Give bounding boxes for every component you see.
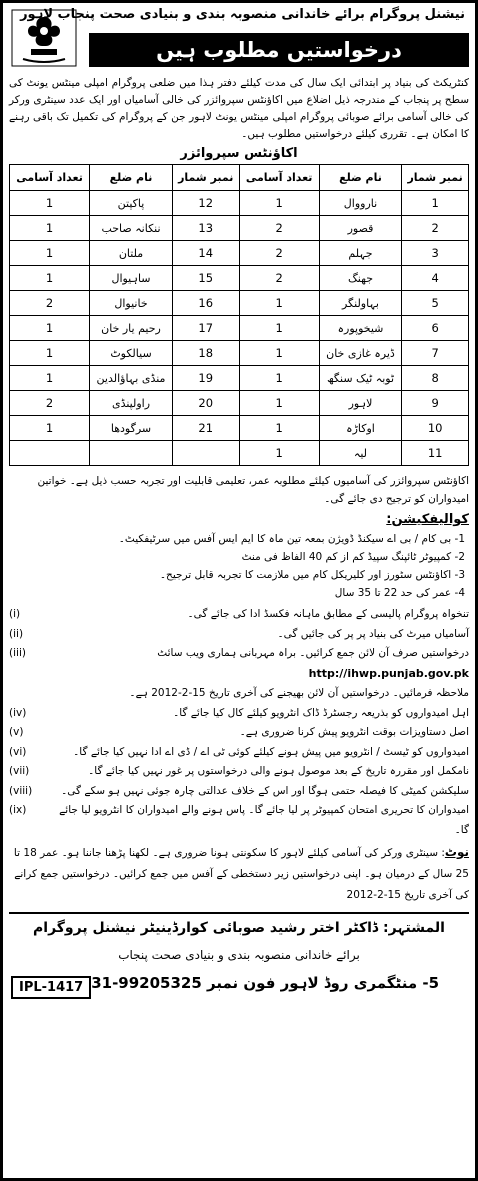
table-row xyxy=(10,216,469,241)
table-cell: لیہ xyxy=(319,441,402,466)
table-cell: سرگودھا xyxy=(90,416,173,441)
term-number: (i) xyxy=(9,608,21,620)
footer-bottom xyxy=(9,970,469,1004)
table-cell: منڈی بہاؤالدین xyxy=(90,366,173,391)
table-cell: ڈیرہ غازی خان xyxy=(319,341,402,366)
notice-label: نوٹ xyxy=(444,845,469,859)
terms-list xyxy=(9,605,469,840)
qualification-item: 1- بی کام / بی اے سیکنڈ ڈویژن بمعہ تین ماہ کا ایم ایس آفس میں سرٹیفکیٹ۔ xyxy=(118,533,465,545)
table-cell: 1 xyxy=(10,366,90,391)
table-row xyxy=(10,441,469,466)
table-cell: 13 xyxy=(172,216,239,241)
term-number: (ix) xyxy=(9,804,27,816)
table-row xyxy=(10,366,469,391)
footer-divider xyxy=(9,912,469,914)
table-cell: لاہور xyxy=(319,391,402,416)
term-text-part: درخواستیں صرف آن لائن جمع کرائیں۔ براہ مہربانی ہماری ویب سائٹ xyxy=(157,647,469,659)
term-item xyxy=(9,782,469,802)
table-cell: ملتان xyxy=(90,241,173,266)
ipl-code: IPL-1417 xyxy=(11,976,91,999)
table-cell: 2 xyxy=(10,391,90,416)
table-cell: 1 xyxy=(239,341,319,366)
term-number: (ii) xyxy=(9,627,24,640)
term-number: (vi) xyxy=(9,745,27,758)
term-item xyxy=(9,625,469,645)
term-item xyxy=(9,743,469,763)
table-cell: 1 xyxy=(239,366,319,391)
table-cell xyxy=(90,441,173,466)
table-cell: نارووال xyxy=(319,191,402,216)
term-number xyxy=(9,684,37,704)
qualification-title: کوالیفکیشن: xyxy=(386,512,469,527)
table-cell: 1 xyxy=(239,291,319,316)
table-cell: 1 xyxy=(239,416,319,441)
table-cell: 1 xyxy=(402,191,469,216)
table-cell: 1 xyxy=(239,316,319,341)
term-number: (vii) xyxy=(9,765,30,777)
table-cell: 12 xyxy=(172,191,239,216)
table-cell: 19 xyxy=(172,366,239,391)
table-cell: بہاولنگر xyxy=(319,291,402,316)
table-cell: 20 xyxy=(172,391,239,416)
term-number: (iii) xyxy=(9,647,26,659)
term-text xyxy=(43,644,469,684)
table-cell: 8 xyxy=(402,366,469,391)
table-cell: 14 xyxy=(172,241,239,266)
col-header: تعداد آسامی xyxy=(239,165,319,191)
table-row xyxy=(10,416,469,441)
table-cell: 1 xyxy=(10,416,90,441)
table-cell: خانیوال xyxy=(90,291,173,316)
table-cell: ساہیوال xyxy=(90,266,173,291)
table-cell: 2 xyxy=(239,266,319,291)
term-text: آسامیاں میرٹ کی بنیاد پر پر کی جائیں گی۔ xyxy=(277,627,469,640)
table-cell: قصور xyxy=(319,216,402,241)
table-cell: 9 xyxy=(402,391,469,416)
website-link[interactable]: http://ihwp.punjab.gov.pk xyxy=(308,666,469,680)
header-title: نیشنل پروگرام برائے خاندانی منصوبہ بندی و بنیادی صحت پنجاب لاہور xyxy=(20,7,465,22)
term-item xyxy=(9,704,469,724)
term-number: (v) xyxy=(9,726,24,738)
term-text: اہل امیدواروں کو بذریعہ رجسٹرڈ ڈاک انٹرویو کیلئے کال کیا جائے گا۔ xyxy=(173,706,469,719)
table-cell: پاکپتن xyxy=(90,191,173,216)
table-cell: 1 xyxy=(239,191,319,216)
table-row xyxy=(10,341,469,366)
intro-paragraph: کنٹریکٹ کی بنیاد پر ابتدائی ایک سال کی مدت کیلئے دفتر ہذا میں ضلعی پروگرام امپلی مینٹس یونٹ کی سطح پر پنجاب کے مندرجہ ذیل اضلاع میں اکاؤنٹس سپروائزر کی خالی آسامیاں اور ایک عدد سینٹری ورکر کی خالی آسامی برائے صوبائی پروگرام امپلی مینٹس یونٹ لاہور جن کے پروگرام کی تکمیل تک باقی رہنے کا امکان ہے۔ تقرری کیلئے درخواستیں مطلوب ہیں۔ xyxy=(9,77,469,140)
table-cell: 1 xyxy=(10,316,90,341)
table-cell: اوکاڑہ xyxy=(319,416,402,441)
table-cell: ٹوبہ ٹیک سنگھ xyxy=(319,366,402,391)
table-row xyxy=(10,316,469,341)
table-cell: 4 xyxy=(402,266,469,291)
term-text: امیدواروں کو ٹیسٹ / انٹرویو میں پیش ہونے کیلئے کوئی ٹی اے / ڈی اے ادا نہیں کیا جائے گا۔ xyxy=(73,745,469,758)
table-cell: 21 xyxy=(172,416,239,441)
table-cell: رحیم یار خان xyxy=(90,316,173,341)
table-cell: 10 xyxy=(402,416,469,441)
table-row xyxy=(10,191,469,216)
table-cell: 2 xyxy=(402,216,469,241)
table-cell: جہلم xyxy=(319,241,402,266)
table-cell: 5 xyxy=(402,291,469,316)
term-item xyxy=(9,801,469,840)
table-cell: 11 xyxy=(402,441,469,466)
table-cell: 2 xyxy=(10,291,90,316)
table-cell: 1 xyxy=(239,391,319,416)
address-line: 5- منٹگمری روڈ لاہور فون نمبر 99205325-31 xyxy=(91,974,439,992)
col-header: نام ضلع xyxy=(90,165,173,191)
table-cell: 1 xyxy=(10,241,90,266)
col-header: نمبر شمار xyxy=(172,165,239,191)
term-item xyxy=(9,605,469,625)
table-cell: 1 xyxy=(10,266,90,291)
table-cell xyxy=(10,441,90,466)
note-paragraph: اکاؤنٹس سپروائزر کی آسامیوں کیلئے مطلوبہ عمر، تعلیمی قابلیت اور تجربہ حسب ذیل ہے۔ خواتین امیدواران کو ترجیح دی جائے گی۔ xyxy=(37,475,469,505)
notice-paragraph: نوٹ: سینٹری ورکر کی آسامی کیلئے لاہور کا سکونتی ہونا ضروری ہے۔ لکھنا پڑھنا جاننا ہو۔ عمر 18 تا 25 سال کے درمیان ہو۔ اپنی درخواستیں زیر دستخطی کے آفس میں جمع کرائیں۔ درخواستیں جمع کرانے کی آخری تاریخ 15-2-2012 xyxy=(13,845,469,901)
table-row xyxy=(10,241,469,266)
term-text: نامکمل اور مقررہ تاریخ کے بعد موصول ہونے والی درخواستوں پر غور نہیں کیا جائے گا۔ xyxy=(88,765,469,777)
notice-text: سینٹری ورکر کی آسامی کیلئے لاہور کا سکونتی ہونا ضروری ہے۔ لکھنا پڑھنا جاننا ہو۔ عمر 18 تا 25 سال کے درمیان ہو۔ اپنی درخواستیں زیر دستخطی کے آفس میں جمع کرائیں۔ درخواستیں جمع کرانے کی آخری تاریخ 15-2-2012 xyxy=(13,847,469,901)
term-text: سلیکشن کمیٹی کا فیصلہ حتمی ہوگا اور اس کے خلاف عدالتی چارہ جوئی نہیں ہو سکے گی۔ xyxy=(61,784,469,797)
term-item xyxy=(9,644,469,684)
table-row xyxy=(10,266,469,291)
term-item xyxy=(9,684,469,704)
term-item xyxy=(9,762,469,782)
table-cell: 2 xyxy=(239,241,319,266)
table-cell: 1 xyxy=(239,441,319,466)
table-cell: ننکانہ صاحب xyxy=(90,216,173,241)
table-cell: 16 xyxy=(172,291,239,316)
section-title: اکاؤنٹس سپروائزر xyxy=(180,146,298,161)
table-cell: 2 xyxy=(239,216,319,241)
posts-table xyxy=(9,164,469,466)
table-row xyxy=(10,291,469,316)
qualification-item: 2- کمپیوٹر ٹائپنگ سپیڈ کم از کم 40 الفاظ فی منٹ xyxy=(241,551,465,563)
table-cell: 6 xyxy=(402,316,469,341)
table-row xyxy=(10,391,469,416)
table-cell: 18 xyxy=(172,341,239,366)
col-header: نمبر شمار xyxy=(402,165,469,191)
table-cell: شیخوپورہ xyxy=(319,316,402,341)
organization-line: برائے خاندانی منصوبہ بندی و بنیادی صحت پنجاب xyxy=(118,948,360,962)
table-cell: راولپنڈی xyxy=(90,391,173,416)
qualification-list xyxy=(9,530,469,602)
term-text: امیدواران کا تحریری امتحان کمپیوٹر پر لیا جائے گا۔ پاس ہونے والے امیدواران کا انٹرویو لیا جائے گا۔ xyxy=(59,804,469,836)
table-cell xyxy=(172,441,239,466)
term-number: (viii) xyxy=(9,784,33,797)
qualification-item: 3- اکاؤنٹس سٹورز اور کلیریکل کام میں ملازمت کا تجربہ قابل ترجیح۔ xyxy=(159,569,465,581)
ad-header xyxy=(9,7,469,69)
table-cell: 1 xyxy=(10,216,90,241)
table-cell: جھنگ xyxy=(319,266,402,291)
term-item xyxy=(9,723,469,743)
col-header: نام ضلع xyxy=(319,165,402,191)
table-cell: سیالکوٹ xyxy=(90,341,173,366)
table-cell: 1 xyxy=(10,191,90,216)
term-text: ملاحظہ فرمائیں۔ درخواستیں آن لائن بھیجنے کی آخری تاریخ 15-2-2012 ہے۔ xyxy=(129,687,469,699)
term-number: (iv) xyxy=(9,706,27,719)
term-text: تنخواہ پروگرام پالیسی کے مطابق ماہانہ فکسڈ ادا کی جائے گی۔ xyxy=(187,608,469,620)
banner-title: درخواستیں مطلوب ہیں xyxy=(89,33,469,67)
table-cell: 15 xyxy=(172,266,239,291)
term-text: اصل دستاویزات بوقت انٹرویو پیش کرنا ضروری ہے۔ xyxy=(239,726,469,738)
col-header: تعداد آسامی xyxy=(10,165,90,191)
table-header-row xyxy=(10,165,469,191)
table-cell: 1 xyxy=(10,341,90,366)
table-cell: 17 xyxy=(172,316,239,341)
advertiser-line: المشتہر: ڈاکٹر اختر رشید صوبائی کوارڈینیٹر نیشنل پروگرام xyxy=(33,920,445,936)
qualification-item: 4- عمر کی حد 22 تا 35 سال xyxy=(334,587,465,599)
table-cell: 7 xyxy=(402,341,469,366)
table-cell: 3 xyxy=(402,241,469,266)
